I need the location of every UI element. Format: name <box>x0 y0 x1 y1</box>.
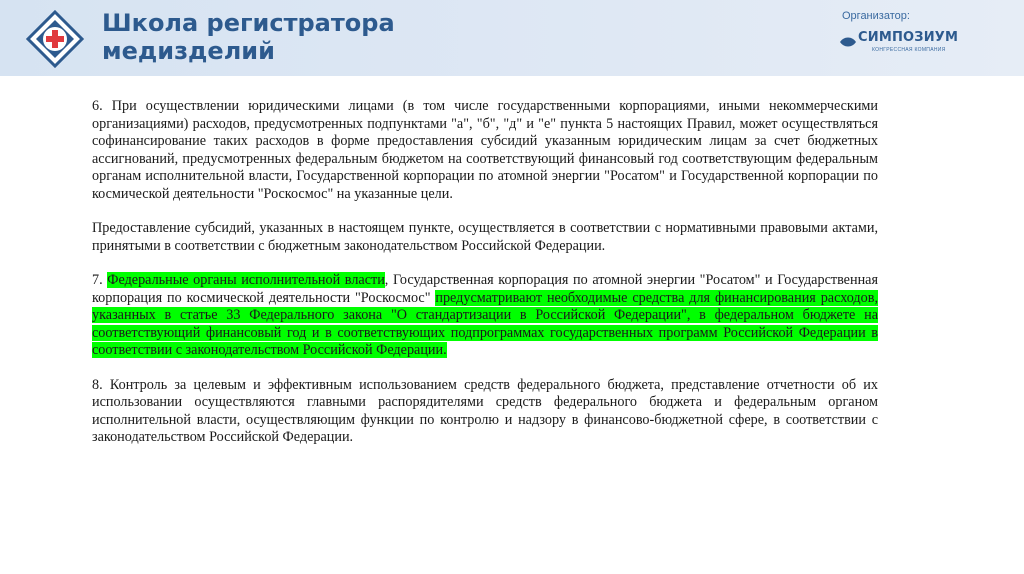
paragraph-7 <box>92 272 878 360</box>
paragraph-6-subsidies: Предоставление субсидий, указанных в настоящем пункте, осуществляется в соответствии с нормативными правовыми актами, принятыми в соответствии с бюджетным законодательством Российской Федерации. <box>92 220 878 254</box>
paragraph-7-prefix: 7. <box>92 272 108 288</box>
highlight-funding-provision: предусматривают необходимые средства для финансирования расходов, указанных в статье 33 Федерального закона "О стандартизации в Российской Федерации", в федеральном бюджете на соответствующий финансовый год и в соответствующих подпрограммах государственных программ Российской Федерации в соответствии с законодательством Российской Федерации. <box>92 289 878 358</box>
header-banner <box>0 0 1024 76</box>
organizer-name: СИМПОЗИУМ <box>858 30 959 45</box>
organizer-label: Организатор: <box>842 10 910 22</box>
paragraph-6: 6. При осуществлении юридическими лицами (в том числе государственными корпорациями, иными некоммерческими организациями) расходов, предусмотренных подпунктами "а", "б", "д" и "е" пункта 5 настоящих Правил, может осуществляться софинансирование таких расходов в форме предоставления субсидий указанным юридическим лицам за счет бюджетных ассигнований, предусмотренных федеральным бюджетом на соответствующий финансовый год соответствующим федеральным органам исполнительной власти, Государственной корпорации по атомной энергии "Росатом" и Государственной корпорации по космической деятельности "Роскосмос" на указанные цели. <box>92 98 878 202</box>
school-title-line2: медизделий <box>102 37 275 65</box>
highlight-federal-bodies: Федеральные органы исполнительной власти <box>107 272 385 288</box>
school-title <box>102 9 395 65</box>
paragraph-7-middle: , Государственная корпорация по атомной энергии "Росатом" и Государственная корпорация по космической деятельности "Роскосмос" <box>92 272 878 306</box>
organizer-subtitle: КОНГРЕССНАЯ КОМПАНИЯ <box>872 47 946 53</box>
school-title-line1: Школа регистратора <box>102 9 395 37</box>
document-body <box>92 98 878 464</box>
school-logo-icon <box>26 10 84 68</box>
paragraph-8: 8. Контроль за целевым и эффективным использованием средств федерального бюджета, представление отчетности об их использовании осуществляются главными распорядителями средств федерального бюджета и федеральным органом исполнительной власти, осуществляющим функции по контролю и надзору в финансово-бюджетной сфере, в соответствии с законодательством Российской Федерации. <box>92 376 878 445</box>
